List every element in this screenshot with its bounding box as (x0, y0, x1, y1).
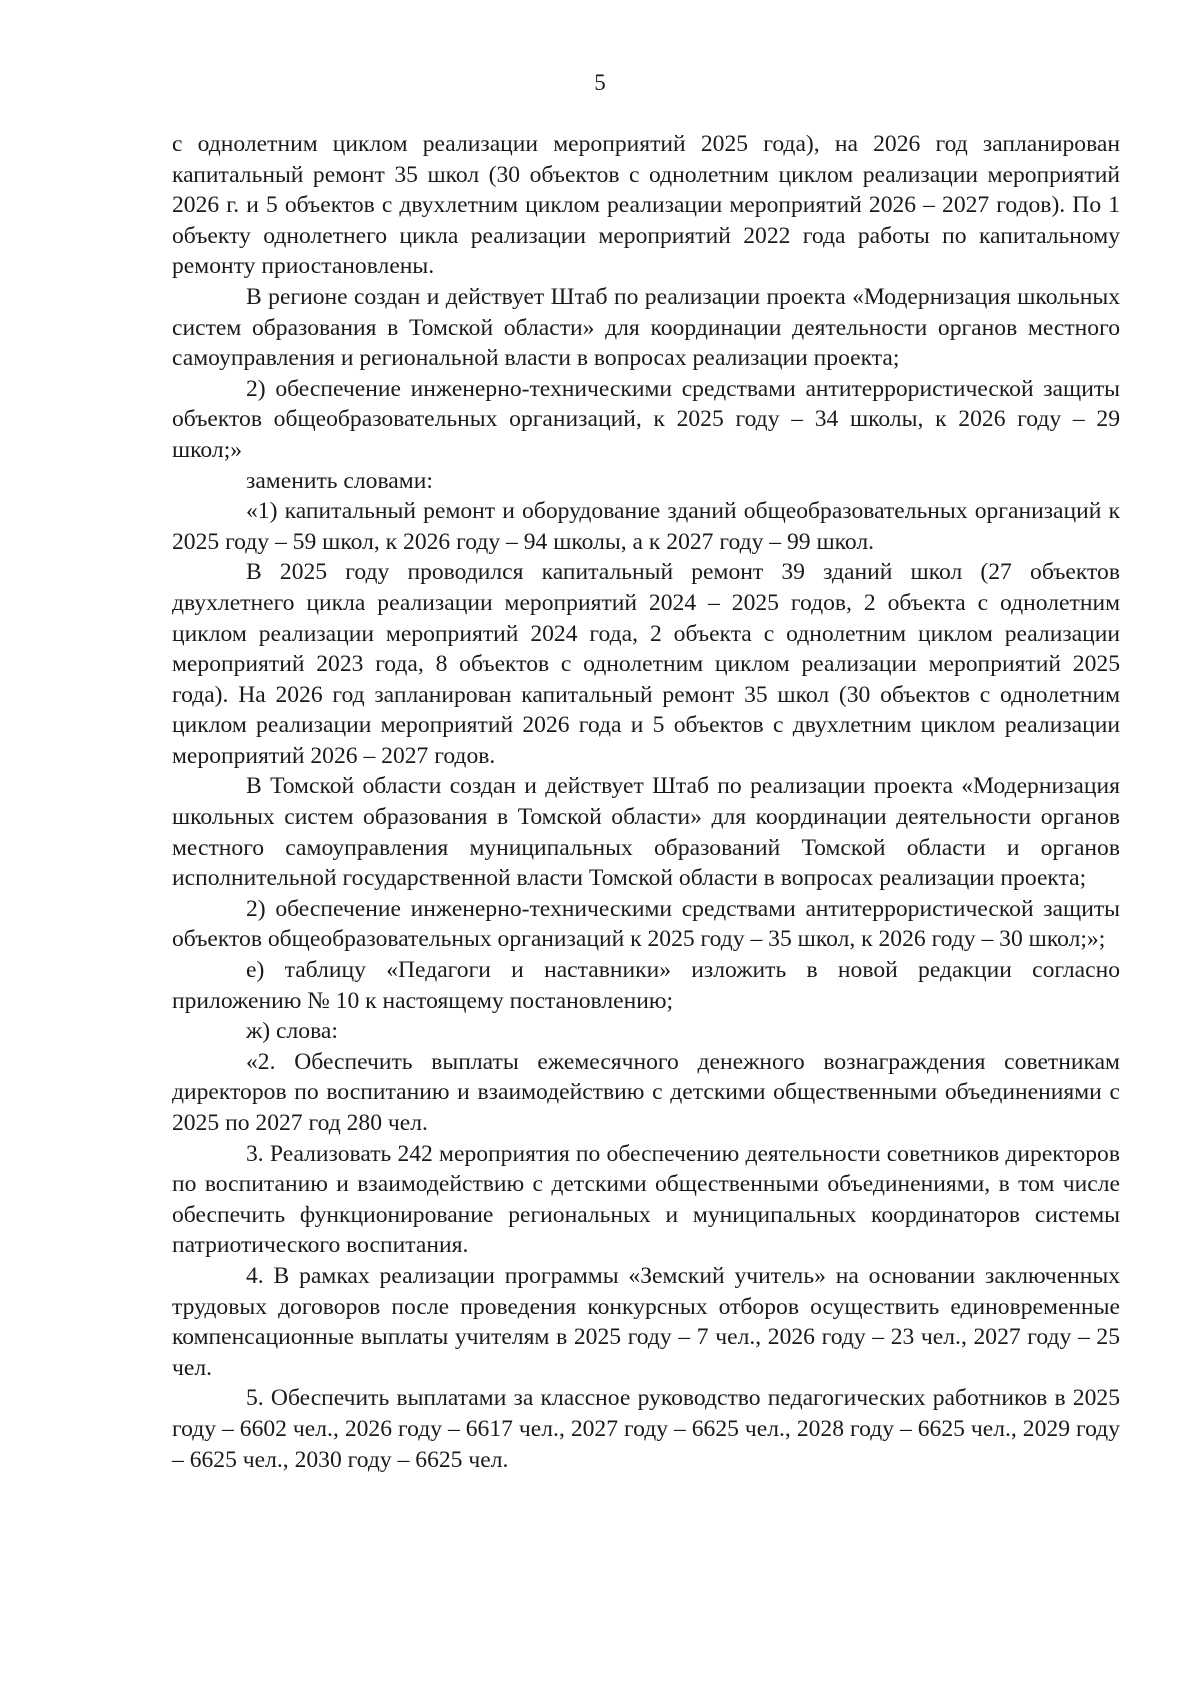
paragraph: заменить словами: (246, 467, 433, 494)
paragraph: В Томской области создан и действует Штаб по реализации проекта «Модернизация школьных систем образования в Томской области» для координации деятельности органов местного самоуправления муниципальных образований Томской области и органов исполнительной государственной власти Томской области в вопросах реализации проекта; (172, 773, 1120, 892)
paragraph: с однолетним циклом реализации мероприятий 2025 года), на 2026 год запланирован капитальный ремонт 35 школ (30 объектов с однолетним циклом реализации мероприятий 2026 г. и 5 объектов с двухлетним циклом реализации мероприятий 2026 – 2027 годов). По 1 объекту однолетнего цикла реализации мероприятий 2022 года работы по капитальному ремонту приостановлены. (172, 131, 1120, 280)
paragraph: В регионе создан и действует Штаб по реализации проекта «Модернизация школьных систем образования в Томской области» для координации деятельности органов местного самоуправления и региональной власти в вопросах реализации проекта; (172, 283, 1120, 372)
paragraph: 3. Реализовать 242 мероприятия по обеспечению деятельности советников директоров по воспитанию и взаимодействию с детскими общественными объединениями, в том числе обеспечить функционирование региональных и муниципальных координаторов системы патриотического воспитания. (172, 1140, 1120, 1259)
page-number: 5 (594, 70, 606, 95)
paragraph: 4. В рамках реализации программы «Земский учитель» на основании заключенных трудовых договоров после проведения конкурсных отборов осуществить единовременные компенсационные выплаты учителям в 2025 году – 7 чел., 2026 году – 23 чел., 2027 году – 25 чел. (172, 1262, 1120, 1381)
paragraph: «1) капитальный ремонт и оборудование зданий общеобразовательных организаций к 2025 году – 59 школ, к 2026 году – 94 школы, а к 2027 году – 99 школ. (172, 498, 1120, 555)
paragraph: «2. Обеспечить выплаты ежемесячного денежного вознаграждения советникам директоров по воспитанию и взаимодействию с детскими общественными объединениями с 2025 по 2027 год 280 чел. (172, 1048, 1120, 1136)
paragraph: В 2025 году проводился капитальный ремонт 39 зданий школ (27 объектов двухлетнего цикла реализации мероприятий 2024 – 2025 годов, 2 объекта с однолетним циклом реализации мероприятий 2024 года, 2 объекта с однолетним циклом реализации мероприятий 2023 года, 8 объектов с однолетним циклом реализации мероприятий 2025 года). На 2026 год запланирован капитальный ремонт 35 школ (30 объектов с однолетним циклом реализации мероприятий 2026 года и 5 объектов с двухлетним циклом реализации мероприятий 2026 – 2027 годов. (172, 559, 1120, 769)
paragraph: 2) обеспечение инженерно-техническими средствами антитеррористической защиты объектов общеобразовательных организаций к 2025 году – 35 школ, к 2026 году – 30 школ;»; (172, 895, 1120, 953)
paragraph: 2) обеспечение инженерно-техническими средствами антитеррористической защиты объектов общеобразовательных организаций, к 2025 году – 34 школы, к 2026 году – 29 школ;» (172, 375, 1120, 463)
paragraph: ж) слова: (246, 1018, 338, 1045)
paragraph: е) таблицу «Педагоги и наставники» изложить в новой редакции согласно приложению № 10 к настоящему постановлению; (172, 957, 1120, 1014)
paragraph: 5. Обеспечить выплатами за классное руководство педагогических работников в 2025 году – 6602 чел., 2026 году – 6617 чел., 2027 году – 6625 чел., 2028 году – 6625 чел., 2029 году – 6625 чел., 2030 году – 6625 чел. (172, 1385, 1120, 1473)
document-body (172, 129, 1120, 1475)
